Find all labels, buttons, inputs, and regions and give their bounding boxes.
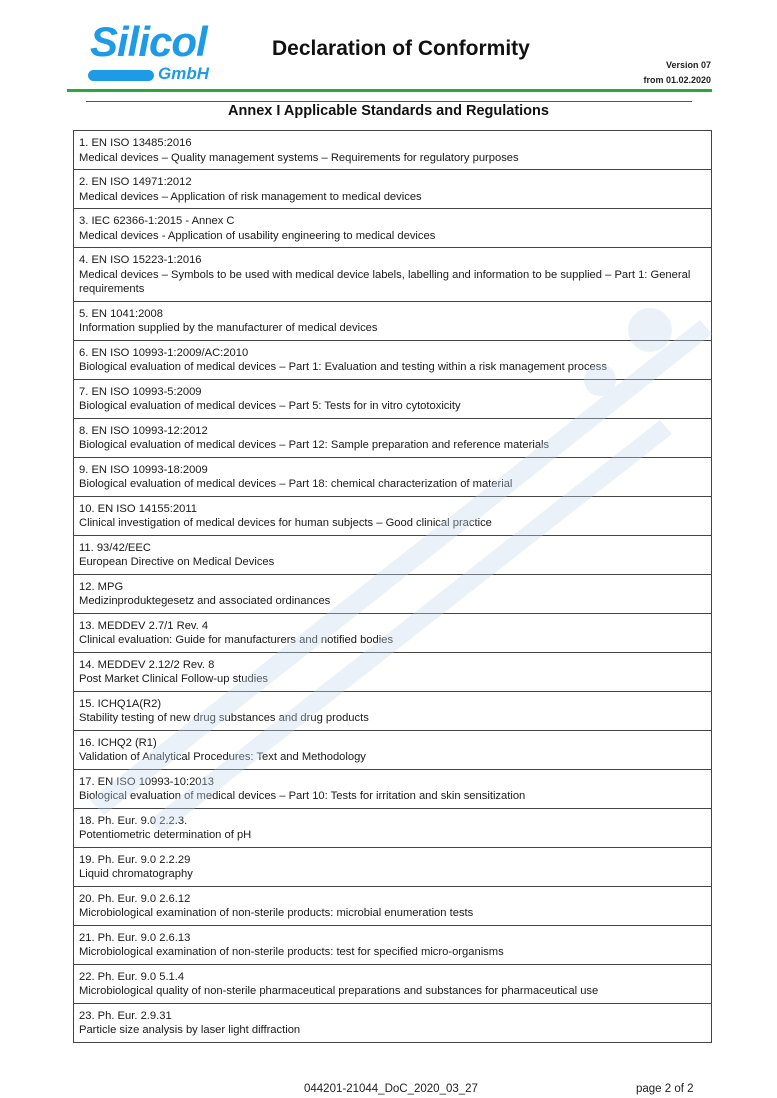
standard-description: Validation of Analytical Procedures: Text and Methodology	[79, 751, 366, 763]
standard-description: European Directive on Medical Devices	[79, 556, 275, 568]
standard-code: 19. Ph. Eur. 9.0 2.2.29	[79, 853, 191, 866]
standard-code: 2. EN ISO 14971:2012	[79, 176, 192, 188]
standard-code: 5. EN 1041:2008	[79, 307, 163, 320]
standard-row	[74, 458, 711, 497]
standard-row	[74, 887, 711, 926]
standard-description: Medical devices - Application of usability engineering to medical devices	[79, 229, 436, 242]
standard-row	[74, 575, 711, 614]
standard-code: 11. 93/42/EEC	[79, 541, 151, 554]
standards-table	[73, 130, 712, 1043]
logo-subtitle: GmbH	[158, 64, 209, 83]
standard-row	[74, 248, 711, 302]
standard-description: Stability testing of new drug substances and drug products	[79, 712, 369, 724]
standard-description: Microbiological examination of non-sterile products: test for specified micro-organisms	[79, 946, 504, 958]
standard-description: Medical devices – Application of risk management to medical devices	[79, 190, 422, 203]
version-date: from 01.02.2020	[643, 75, 711, 85]
header-divider	[67, 89, 712, 92]
standard-description: Biological evaluation of medical devices – Part 5: Tests for in vitro cytotoxicity	[79, 400, 461, 412]
standard-row	[74, 770, 711, 809]
standard-row	[74, 341, 711, 380]
standard-row	[74, 1004, 711, 1043]
standard-code: 16. ICHQ2 (R1)	[79, 736, 157, 749]
standard-row	[74, 497, 711, 536]
standard-code: 22. Ph. Eur. 9.0 5.1.4	[79, 970, 185, 983]
section-divider	[86, 101, 692, 102]
standard-row	[74, 302, 711, 341]
standard-description: Medical devices – Quality management systems – Requirements for regulatory purposes	[79, 151, 519, 164]
standard-row	[74, 614, 711, 653]
standard-code: 13. MEDDEV 2.7/1 Rev. 4	[79, 619, 209, 632]
standard-description: Information supplied by the manufacturer of medical devices	[79, 322, 378, 334]
standard-description: Clinical evaluation: Guide for manufacturers and notified bodies	[79, 634, 394, 646]
standard-description: Biological evaluation of medical devices – Part 10: Tests for irritation and skin sensitization	[79, 790, 526, 802]
standard-code: 15. ICHQ1A(R2)	[79, 697, 162, 710]
standard-description: Liquid chromatography	[79, 868, 193, 880]
standard-description: Post Market Clinical Follow-up studies	[79, 673, 269, 685]
standard-code: 6. EN ISO 10993-1:2009/AC:2010	[79, 346, 249, 359]
standard-row	[74, 380, 711, 419]
standard-code: 3. IEC 62366-1:2015 - Annex C	[79, 215, 235, 227]
standard-row	[74, 653, 711, 692]
standard-row	[74, 209, 711, 248]
document-id: 044201-21044_DoC_2020_03_27	[304, 1083, 478, 1095]
logo-wordmark: Silicol	[90, 18, 207, 65]
company-logo	[86, 18, 209, 86]
standard-row	[74, 170, 711, 209]
standard-row	[74, 536, 711, 575]
standard-code: 17. EN ISO 10993-10:2013	[79, 775, 214, 788]
standard-row	[74, 131, 711, 170]
standard-code: 18. Ph. Eur. 9.0 2.2.3.	[79, 814, 188, 827]
standard-row	[74, 809, 711, 848]
standard-description: Potentiometric determination of pH	[79, 829, 252, 841]
standard-row	[74, 419, 711, 458]
standard-description: Biological evaluation of medical devices – Part 1: Evaluation and testing within a risk management process	[79, 361, 607, 373]
standard-description: Microbiological examination of non-sterile products: microbial enumeration tests	[79, 907, 474, 919]
annex-title: Annex I Applicable Standards and Regulations	[228, 103, 549, 119]
standard-row	[74, 926, 711, 965]
standard-description: Medical devices – Symbols to be used with medical device labels, labelling and information to be supplied – Part 1: General requirements	[79, 268, 691, 295]
standard-description: Particle size analysis by laser light diffraction	[79, 1024, 301, 1036]
standard-code: 7. EN ISO 10993-5:2009	[79, 385, 202, 398]
standard-code: 4. EN ISO 15223-1:2016	[79, 254, 202, 266]
standard-row	[74, 848, 711, 887]
version-info	[643, 58, 711, 88]
standard-description: Biological evaluation of medical devices – Part 12: Sample preparation and reference materials	[79, 439, 550, 451]
standard-row	[74, 692, 711, 731]
standard-code: 14. MEDDEV 2.12/2 Rev. 8	[79, 658, 215, 671]
standard-code: 8. EN ISO 10993-12:2012	[79, 424, 208, 437]
logo-bar-icon	[88, 70, 154, 81]
page-number: page 2 of 2	[636, 1083, 694, 1095]
standard-row	[74, 731, 711, 770]
standard-code: 20. Ph. Eur. 9.0 2.6.12	[79, 892, 191, 905]
standard-code: 12. MPG	[79, 580, 124, 593]
standard-description: Medizinproduktegesetz and associated ordinances	[79, 595, 331, 607]
standard-description: Microbiological quality of non-sterile pharmaceutical preparations and substances for pharmaceutical use	[79, 985, 599, 997]
document-title: Declaration of Conformity	[272, 37, 530, 60]
standard-code: 10. EN ISO 14155:2011	[79, 502, 197, 515]
standard-code: 9. EN ISO 10993-18:2009	[79, 463, 208, 476]
standard-code: 21. Ph. Eur. 9.0 2.6.13	[79, 931, 191, 944]
standard-code: 1. EN ISO 13485:2016	[79, 137, 192, 149]
standard-description: Biological evaluation of medical devices – Part 18: chemical characterization of material	[79, 478, 513, 490]
standard-code: 23. Ph. Eur. 2.9.31	[79, 1009, 172, 1022]
standard-description: Clinical investigation of medical devices for human subjects – Good clinical practice	[79, 517, 492, 529]
version-number: Version 07	[665, 60, 711, 70]
standard-row	[74, 965, 711, 1004]
